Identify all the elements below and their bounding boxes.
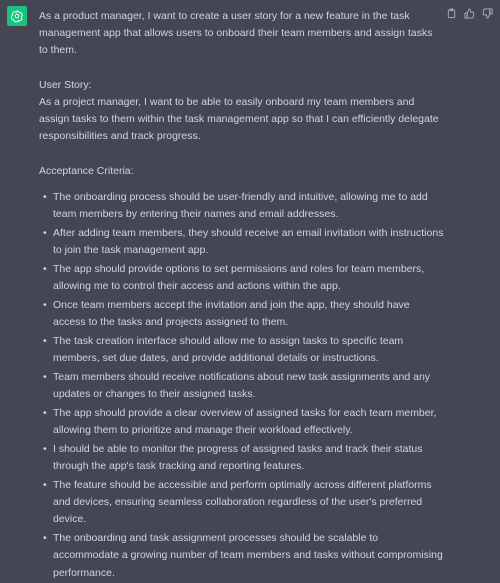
chatgpt-avatar: [7, 6, 27, 26]
list-item: • Team members should receive notifications about new task assignments and any updates or changes to their assigned tasks.: [53, 369, 444, 403]
thumbs-up-icon: [464, 8, 475, 19]
chatgpt-logo-icon: [10, 9, 24, 23]
thumbs-up-button[interactable]: [462, 6, 476, 20]
clipboard-icon: [446, 8, 457, 19]
list-item: • The onboarding and task assignment processes should be scalable to accommodate a growing number of team members and tasks without compromising performance.: [53, 530, 444, 582]
list-item: • The task creation interface should allow me to assign tasks to specific team members, set due dates, and provide additional details or instructions.: [53, 333, 444, 367]
copy-button[interactable]: [444, 6, 458, 20]
list-item: • The app should provide options to set permissions and roles for team members, allowing me to control their access and actions within the app.: [53, 261, 444, 295]
message-content: [39, 8, 444, 583]
thumbs-down-icon: [482, 8, 493, 19]
list-item: • The feature should be accessible and perform optimally across different platforms and devices, ensuring seamless collaboration regardless of the user's preferred device.: [53, 477, 444, 529]
acceptance-criteria-heading: Acceptance Criteria:: [39, 164, 134, 177]
message-actions: [444, 6, 494, 20]
intro-paragraph: As a product manager, I want to create a user story for a new feature in the task management app that allows users to onboard their team members and assign tasks to them.: [39, 10, 433, 57]
thumbs-down-button[interactable]: [480, 6, 494, 20]
list-item: • Once team members accept the invitation and join the app, they should have access to the tasks and projects assigned to them.: [53, 297, 444, 331]
list-item: • The app should provide a clear overview of assigned tasks for each team member, allowing them to prioritize and manage their workload effectively.: [53, 405, 444, 439]
user-story-paragraph: As a project manager, I want to be able to easily onboard my team members and assign tasks to them within the task management app so that I can efficiently delegate responsibilities and track progress.: [39, 96, 439, 143]
list-item: • The onboarding process should be user-friendly and intuitive, allowing me to add team members by entering their names and email addresses.: [53, 189, 444, 223]
acceptance-criteria-list: [39, 189, 444, 582]
list-item: • I should be able to monitor the progress of assigned tasks and track their status through the app's task tracking and reporting features.: [53, 441, 444, 475]
user-story-heading: User Story:: [39, 78, 92, 91]
list-item: • After adding team members, they should receive an email invitation with instructions to join the task management app.: [53, 225, 444, 259]
